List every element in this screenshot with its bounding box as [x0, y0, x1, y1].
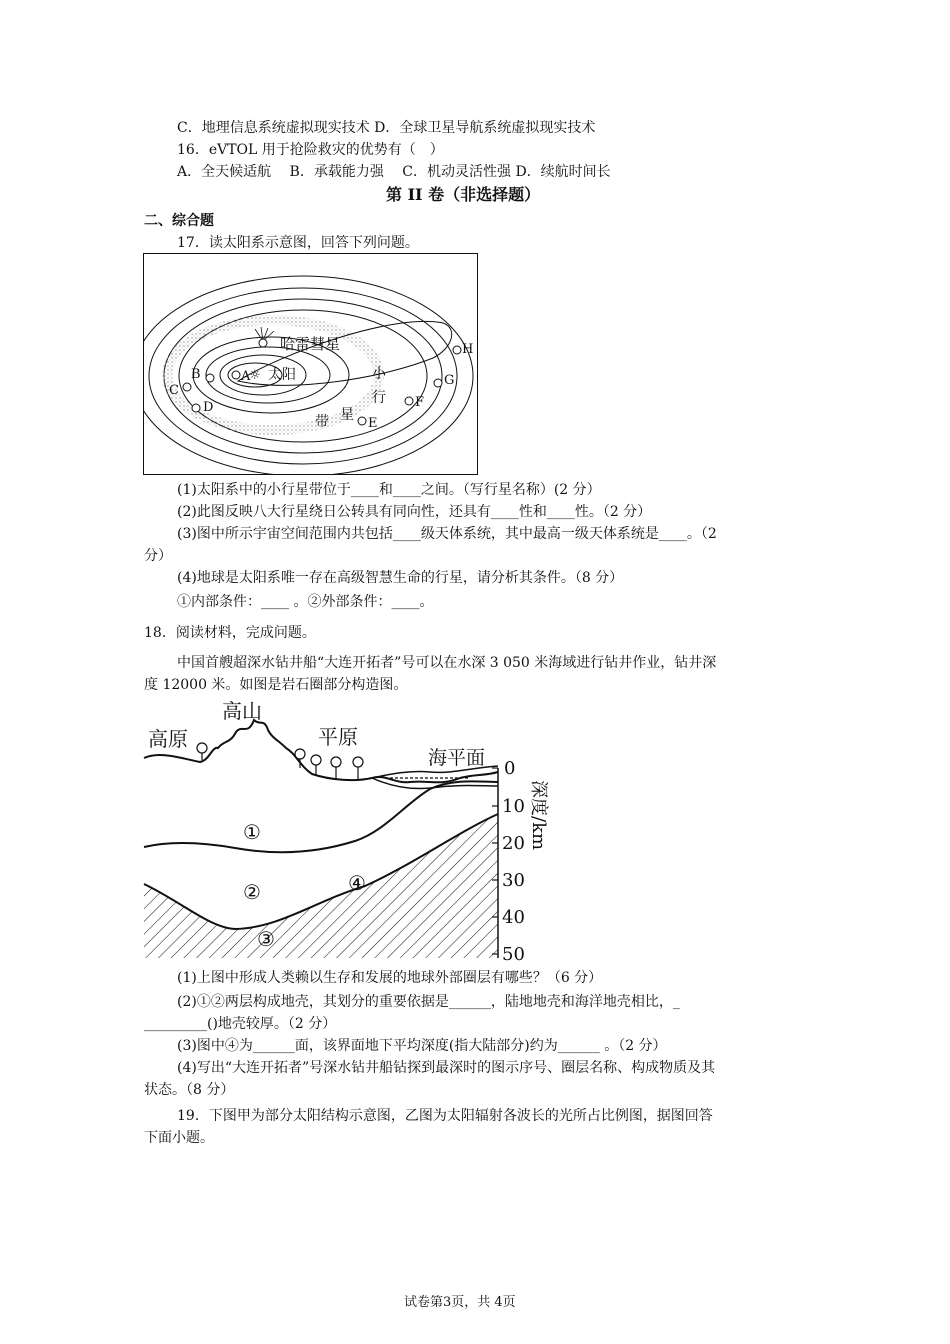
- q19-line1: 19．下图甲为部分太阳结构示意图，乙图为太阳辐射各波长的光所占比例图，据图回答: [177, 1108, 713, 1124]
- q18-sub1: (1)上图中形成人类赖以生存和发展的地球外部圈层有哪些？（6 分）: [177, 970, 603, 986]
- point-h-marker: [453, 346, 461, 354]
- layer2-label: ②: [243, 880, 261, 904]
- plateau-label: 高原: [148, 727, 188, 751]
- q16-options: A．全天候适航 B．承载能力强 C．机动灵活性强 D．续航时间长: [177, 164, 611, 180]
- layer3-label: ③: [257, 927, 275, 951]
- depth-tick-40: 40: [502, 907, 525, 928]
- lithosphere-figure: [140, 696, 560, 962]
- depth-tick-0: 0: [504, 758, 516, 779]
- q17-sub1: (1)太阳系中的小行星带位于____和____之间。（写行星名称）(2 分）: [177, 482, 601, 498]
- point-a-marker: [232, 371, 240, 379]
- q17-sub4: (4)地球是太阳系唯一存在高级智慧生命的行星，请分析其条件。（8 分）: [177, 570, 624, 586]
- q16-stem: 16．eVTOL 用于抢险救灾的优势有（ ）: [177, 142, 444, 158]
- q18-sub2-line2: _________()地壳较厚。（2 分）: [144, 1016, 337, 1032]
- point-e-label: E: [368, 416, 378, 431]
- point-e-marker: [358, 417, 366, 425]
- page-footer: 试卷第3页，共 4页: [404, 1295, 516, 1310]
- mantle-region: [144, 814, 498, 958]
- point-d-label: D: [203, 400, 214, 415]
- point-h-label: H: [462, 342, 474, 357]
- sun-label: 太阳: [268, 367, 296, 383]
- q18-sub4-line2: 状态。（8 分）: [144, 1082, 235, 1098]
- layer4-label: ④: [348, 871, 366, 895]
- depth-tick-50: 50: [502, 944, 525, 962]
- halley-comet-marker: [259, 339, 267, 347]
- belt-label-xiao: 小: [372, 366, 386, 382]
- section-title: 第 II 卷（非选择题）: [386, 185, 541, 204]
- point-f-label: F: [415, 395, 425, 410]
- section-heading: 二、综合题: [144, 213, 214, 229]
- q17-sub4-blanks: ①内部条件：____ 。②外部条件：____。: [177, 594, 434, 610]
- q18-sub2-line1: (2)①②两层构成地壳，其划分的重要依据是______，陆地地壳和海洋地壳相比，_: [177, 994, 680, 1010]
- solar-system-figure: [143, 253, 478, 475]
- mountain-label: 高山: [222, 699, 262, 723]
- q18-stem: 18．阅读材料，完成问题。: [144, 625, 316, 641]
- sun-symbol: ☼: [249, 368, 261, 383]
- depth-axis-label: 深度/km: [528, 780, 549, 851]
- point-a-label: A: [241, 369, 251, 384]
- plain-label: 平原: [318, 725, 358, 749]
- q19-line2: 下面小题。: [144, 1130, 214, 1146]
- belt-label-xing2: 星: [340, 407, 354, 423]
- point-g-marker: [434, 379, 442, 387]
- point-f-marker: [405, 397, 413, 405]
- belt-label-xing: 行: [372, 390, 386, 406]
- depth-tick-30: 30: [502, 870, 525, 891]
- point-b-marker: [206, 374, 214, 382]
- layer1-label: ①: [243, 820, 261, 844]
- point-g-label: G: [444, 373, 455, 388]
- q17-sub2: (2)此图反映八大行星绕日公转具有同向性，还具有____性和____性。（2 分）: [177, 504, 652, 520]
- comet-label: 哈雷彗星: [280, 335, 341, 353]
- point-c-label: C: [169, 383, 179, 398]
- depth-tick-10: 10: [502, 796, 525, 817]
- q18-sub3: (3)图中④为______面，该界面地下平均深度(指大陆部分)约为______ 。（2 分）: [177, 1038, 667, 1054]
- point-d-marker: [192, 404, 200, 412]
- depth-tick-20: 20: [502, 833, 525, 854]
- point-c-marker: [183, 383, 191, 391]
- q17-sub3-line1: (3)图中所示宇宙空间范围内共包括____级天体系统，其中最高一级天体系统是____。（2: [177, 526, 717, 542]
- sea-level-label: 海平面: [428, 747, 486, 769]
- q17-stem: 17．读太阳系示意图，回答下列问题。: [177, 235, 419, 251]
- q15-options-cd: C．地理信息系统虚拟现实技术 D．全球卫星导航系统虚拟现实技术: [177, 120, 596, 136]
- q17-sub3-line2: 分）: [144, 548, 172, 564]
- belt-label-dai: 带: [315, 414, 329, 430]
- q18-material-line2: 度 12000 米。如图是岩石圈部分构造图。: [144, 677, 408, 693]
- point-b-label: B: [191, 367, 201, 382]
- q18-sub4-line1: (4)写出“大连开拓者”号深水钻井船钻探到最深时的图示序号、圈层名称、构成物质及其: [177, 1060, 716, 1076]
- q18-material-line1: 中国首艘超深水钻井船“大连开拓者”号可以在水深 3 050 米海域进行钻井作业，钻井深: [177, 655, 717, 671]
